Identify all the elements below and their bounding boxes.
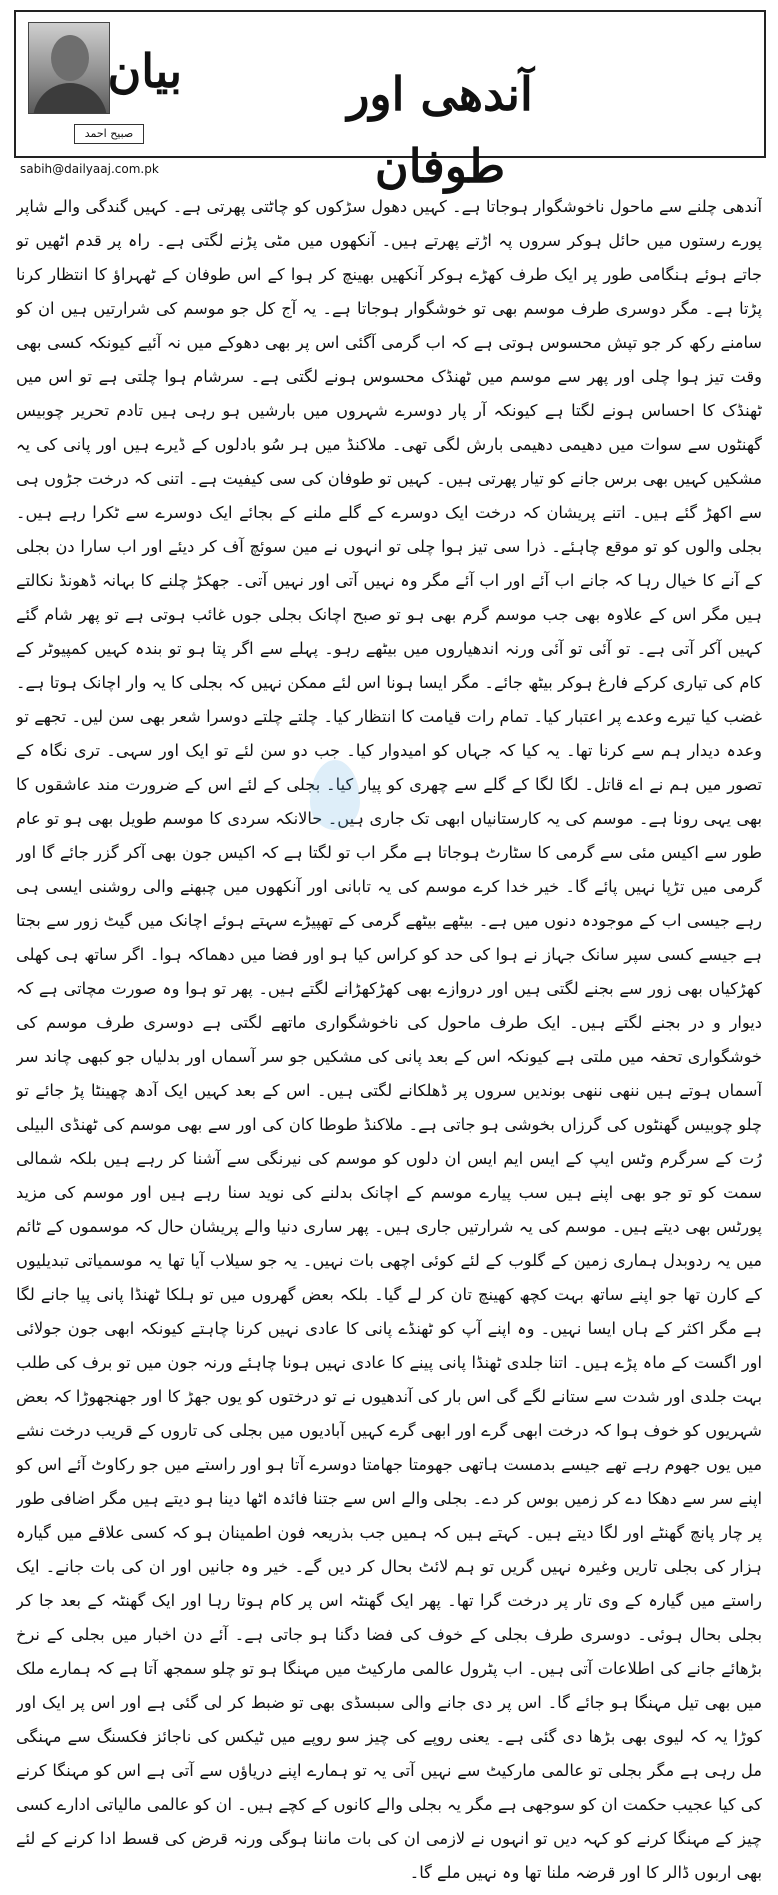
- author-email: sabih@dailyaaj.com.pk: [20, 162, 159, 176]
- author-box: [20, 12, 182, 158]
- author-name: صبیح احمد: [74, 124, 144, 144]
- author-photo: [28, 22, 110, 114]
- watermark-logo: [300, 760, 370, 840]
- watermark-drop-icon: [310, 760, 360, 830]
- author-photo-shoulders: [33, 83, 107, 114]
- author-photo-head: [51, 35, 89, 81]
- article-body: آندھی چلنے سے ماحول ناخوشگوار ہوجاتا ہے۔ کہیں دھول سڑکوں کو چاٹتی پھرتی ہے۔ کہیں گندگی والے شاپر پورے رستوں میں حائل ہوکر سروں پہ اڑتے پھرتے ہیں۔ آنکھوں میں مٹی پڑنے لگتی ہے۔ راہ پر قدم اٹھیں تو جاتے ہوئے ہنگامی طور پر ایک طرف کھڑے ہوکر آنکھیں بھینچ کر ہوا کے اس طوفان کے ٹھہراؤ کا انتظار کرنا پڑتا ہے۔ مگر دوسری طرف موسم بھی تو خوشگوار ہوجاتا ہے۔ یہ آج کل جو موسم کی شرارتیں ہیں ان کو سامنے رکھ کر جو تپش محسوس ہوتی ہے کہ اب گرمی آگئی اس پر بھی دھوکے میں نہ آئیے کیونکہ کسی بھی وقت تیز ہوا چلی اور پھر سے موسم میں ٹھنڈک محسوس ہونے لگتی ہے۔ سرشام ہوا چلتی ہے تو اس میں ٹھنڈک کا احساس ہونے لگتا ہے کیونکہ آر پار دوسرے شہروں میں بارشیں ہو رہی ہیں تادم تحریر چوبیس گھنٹوں سے سوات میں دھیمی دھیمی بارش لگی تھی۔ ملاکنڈ میں ہر سُو بادلوں کے ڈیرے ہیں اور پانی کی یہ مشکیں کہیں بھی برس جانے کو تیار پھرتی ہیں۔ کہیں تو طوفان کی سی کیفیت ہے۔ اتنی کہ درخت جڑوں ہی سے اکھڑ گئے ہیں۔ اتنے پریشان کہ درخت ایک دوسرے کے گلے ملنے کے بجائے ایک دوسرے سے ٹکرا رہے ہیں۔ بجلی والوں کو تو موقع چاہئے۔ ذرا سی تیز ہوا چلی تو انہوں نے مین سوئچ آف کر دیئے اور اب سارا دن بجلی کے آنے کا خیال رہا کہ جانے اب آئے اور اب آئے مگر وہ نہیں آتی اور نہیں آتی۔ جھکڑ چلنے کا بہانہ ڈھونڈ نکالتے ہیں مگر اس کے علاوہ بھی جب موسم گرم بھی ہو تو صبح اچانک بجلی جوں غائب ہوتی ہے تو پھر شام گئے کہیں آکر آتی ہے۔ تو آئی تو آئی ورنہ اندھیاروں میں بیٹھے رہو۔ پہلے سے اگر پتا ہو تو بندہ کہیں کمپیوٹر کے کام کی تیاری کرکے فارغ ہوکر بیٹھ جائے۔ مگر ایسا ہونا اس لئے ممکن نہیں کہ بجلی کا یہ وار اچانک ہوتا ہے۔ غضب کیا تیرے وعدے پر اعتبار کیا۔ تمام رات قیامت کا انتظار کیا۔ چلتے چلتے دوسرا شعر بھی سن لیں۔ تجھے تو وعدہ دیدار ہم سے کرنا تھا۔ یہ کیا کہ جہاں کو امیدوار کیا۔ جب دو سن لئے تو ایک اور سہی۔ تری نگاہ کے تصور میں ہم نے اے قاتل۔ لگا لگا کے گلے سے چھری کو پیار کیا۔ بجلی کے لئے اس کے ضرورت مند عاشقوں کا بھی یہی رونا ہے۔ موسم کی یہ کارستانیاں ابھی تک جاری ہیں۔ حالانکہ سردی کا موسم طویل بھی ہو تو عام طور سے اکیس مئی سے گرمی کا سٹارٹ ہوجاتا ہے مگر اب تو لگتا ہے کہ اکیس جون بھی آکر گزر جائے گا اور گرمی میں تڑپا نہیں پائے گا۔ خیر خدا کرے موسم کی یہ تابانی اور آنکھوں میں چبھنے والی روشنی ایسی ہی رہے جیسی اب کے موجودہ دنوں میں ہے۔ بیٹھے بیٹھے گرمی کے تھپیڑے سہتے ہوئے اچانک میں گیٹ زور سے بجتا ہے جیسے کسی سپر سانک جہاز نے ہوا کی حد کو کراس کیا ہو اور فضا میں دھماکہ ہوا۔ اگر ساتھ ہی کھلی کھڑکیاں بھی زور سے بجنے لگتی ہیں اور دروازے بھی کھڑکھڑانے لگتے ہیں۔ پھر تو ہوا وہ صورت مچاتی ہے کہ دیوار و در بجنے لگتے ہیں۔ ایک طرف ماحول کی ناخوشگواری ماتھے لگتی ہے دوسری طرف موسم کی خوشگواری تحفہ میں ملتی ہے کیونکہ اس کے بعد پانی کی مشکیں جو سر آسماں اور بدلیاں جو کبھی چاند سر آسماں ہوتے ہیں ننھی ننھی بوندیں سروں پر ڈھلکانے لگتی ہیں۔ اس کے بعد کہیں ایک آدھ چھینٹا پڑ جائے تو چلو چوبیس گھنٹوں کی گرزاں بخوشی ہو جاتی ہے۔ ملاکنڈ طوطا کان کی اور سے بھی موسم کی ٹھنڈی البیلی رُت کے سرگرم وٹس ایپ کے ایس ایم ایس ان دلوں کو موسم کی نیرنگی سے آشنا کر رہے ہیں بلکہ شمالی سمت کو تو جو بھی اپنے ہیں سب پیارے موسم کے اچانک بدلنے کی نوید سنا رہے ہیں اور موسم کی مزید پورٹس بھی دیتے ہیں۔ موسم کی یہ شرارتیں جاری ہیں۔ پھر ساری دنیا والے پریشان حال کہ موسموں کے ٹائم میں یہ ردوبدل ہماری زمین کے گلوب کے لئے کوئی اچھی بات نہیں۔ یہ جو سیلاب آیا تھا یہ موسمیاتی تبدیلیوں کے کارن تھا جو اپنے ساتھ بہت کچھ کھینچ تان کر لے گیا۔ بلکہ بعض گھروں میں تو ہلکا ٹھنڈا پانی پیا جانے لگا ہے مگر اکثر کے ہاں ایسا نہیں۔ وہ اپنے آپ کو ٹھنڈے پانی کا عادی نہیں کرنا چاہتے کیونکہ ابھی جون جولائی اور اگست کے ماہ پڑے ہیں۔ اتنا جلدی ٹھنڈا پانی پینے کا عادی نہیں ہونا چاہئے ورنہ جون میں تو برف کی طلب بہت جلدی اور شدت سے ستانے لگے گی اس بار کی آندھیوں نے تو درختوں کو یوں جھڑ کا اور جھنجھوڑا کہ بعض شہریوں کو خوف ہوا کہ درخت ابھی گرے اور ابھی گرے کہیں آبادیوں میں بجلی کی تاروں کے قریب درخت نشے میں یوں جھوم رہے تھے جیسے بدمست ہاتھی جھومتا جھامتا دوسرے آتا ہو اور راستے میں جو رکاوٹ آئے اس کو اپنے سر سے دھکا دے کر زمیں بوس کر دے۔ بجلی والے اس سے جتنا فائدہ اٹھا دینا ہو دیتے ہیں مگر اضافی طور پر چار پانچ گھنٹے اور لگا دیتے ہیں۔ کہتے ہیں کہ ہمیں جب بذریعہ فون اطمینان ہو کہ کسی علاقے میں گیارہ ہزار کی بجلی تاریں وغیرہ نہیں گریں تو ہم لائٹ بحال کر دیں گے۔ خیر وہ جانیں اور ان کی بات جانے۔ ایک راستے میں گیارہ کے وی تار پر درخت گرا تھا۔ پھر ایک گھنٹہ اس پر کام ہوتا رہا اور ایک گھنٹہ کے بعد جا کر بجلی بحال ہوئی۔ دوسری طرف بجلی کے خوف کی فضا دگنا ہو جاتی ہے۔ آئے دن اخبار میں بجلی کے نرخ بڑھائے جانے کی اطلاعات آتی ہیں۔ اب پٹرول عالمی مارکیٹ میں مہنگا ہو تو چلو سمجھ آتا ہے کہ ہمارے ملک میں بھی تیل مہنگا ہو جائے گا۔ اس پر دی جانے والی سبسڈی بھی تو ضبط کر لی گئی ہے اور اس پر ایک اور کوڑا یہ کہ لیوی بھی بڑھا دی گئی ہے۔ یعنی روپے کی چیز سو روپے میں ٹیکس کی ناجائز فکسنگ سے مہنگی مل رہی ہے مگر بجلی تو عالمی مارکیٹ سے نہیں آتی یہ تو ہمارے اپنے دریاؤں سے آتی ہے اس کو مہنگا کرنے کی کیا عجیب حکمت ان کو سوجھی ہے مگر یہ بجلی والے کانوں کے کچے ہیں۔ ان کو عالمی مالیاتی ادارے کسی چیز کے مہنگا کرنے کو کہہ دیں تو انہوں نے لازمی ان کی بات ماننا ہوگی ورنہ قرض کی قسط ادا کرنے کے لئے بھی اربوں ڈالر کا اور قرضہ ملنا تھا وہ نہیں ملے گا۔: [16, 197, 762, 1882]
- column-name: بیان: [107, 44, 182, 98]
- article-title: آندھی اور طوفان: [347, 67, 533, 193]
- column-header: [0, 0, 778, 193]
